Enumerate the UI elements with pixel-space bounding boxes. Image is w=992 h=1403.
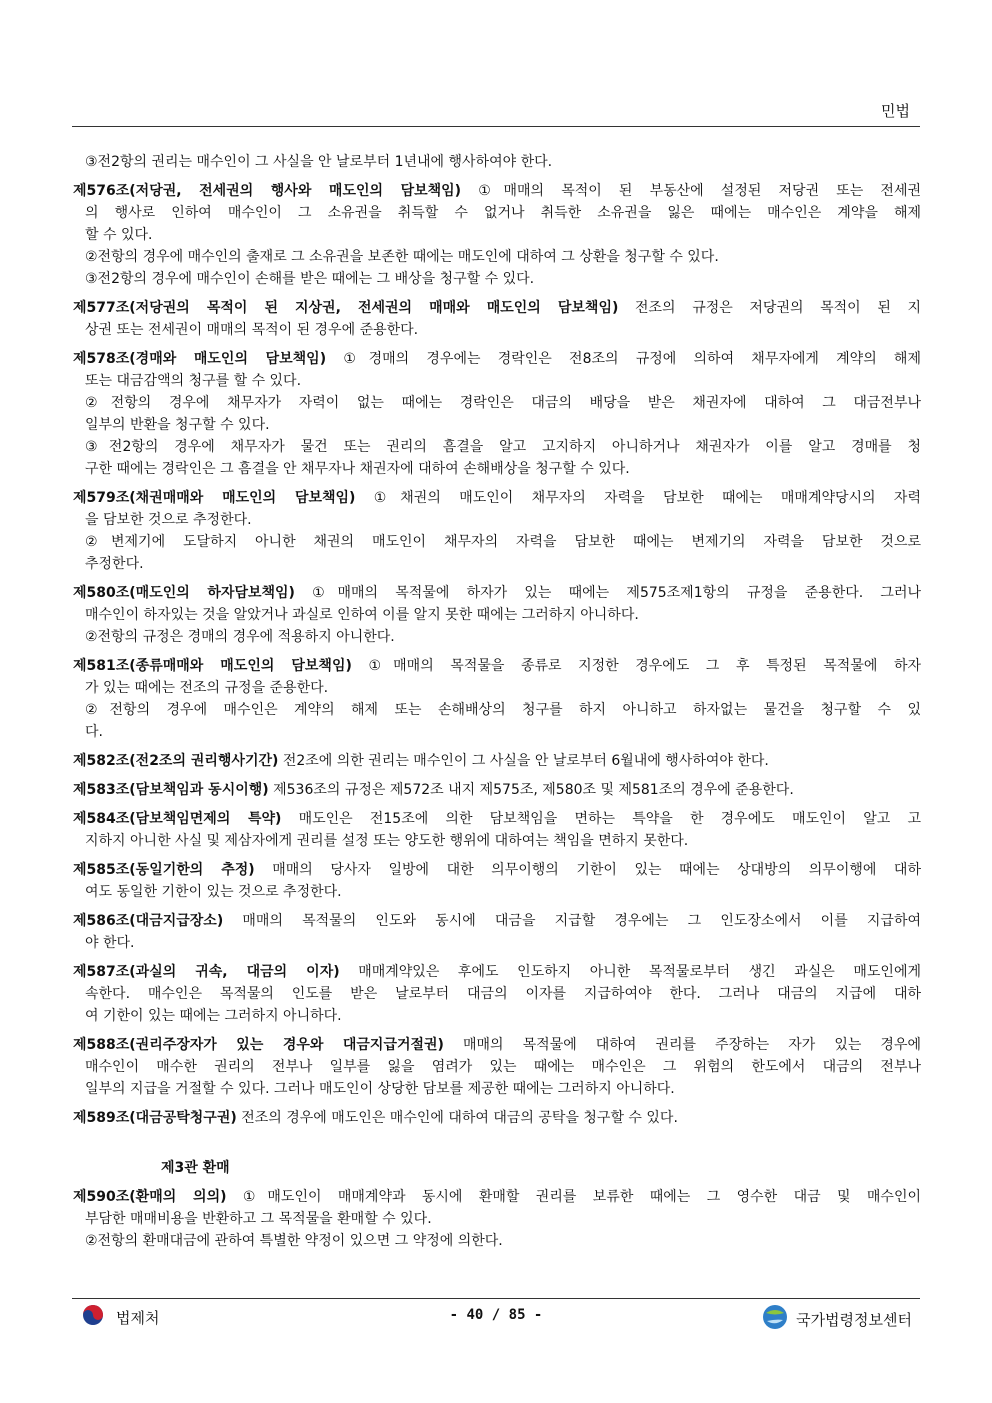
footer-left-label: 법제처: [116, 1308, 160, 1327]
article-text: 전조의 규정은 저당권의 목적이 된 지: [618, 300, 921, 316]
paragraph-spacer: [73, 575, 921, 582]
article-text-line: [73, 392, 921, 414]
article-heading: 제576조(저당권, 전세권의 행사와 매도인의 담보책임): [73, 183, 462, 199]
article-first-line: [73, 859, 921, 881]
document-body: [73, 151, 921, 1252]
article-first-line: [73, 1107, 921, 1129]
paragraph-spacer: [73, 954, 921, 961]
paragraph-spacer: [73, 1179, 921, 1186]
article-text-line: [73, 319, 921, 341]
article-text-line: [73, 509, 921, 531]
article-text-line: [73, 246, 921, 268]
article-text-line: [73, 531, 921, 553]
article-heading: 제582조(전2조의 권리행사기간): [73, 753, 279, 769]
article-text-line: [73, 202, 921, 224]
article-text-line: [73, 699, 921, 721]
article-first-line: [73, 582, 921, 604]
article-text: 매매의 목적물에 대하여 권리를 주장하는 자가 있는 경우에: [443, 1037, 921, 1053]
article-text: 전2조에 의한 권리는 매수인이 그 사실을 안 날로부터 6월내에 행사하여야 한다.: [278, 753, 769, 769]
article-text-line: [73, 932, 921, 954]
article-heading: 제583조(담보책임과 동시이행): [73, 782, 269, 798]
page-number: - 40 / 85 -: [449, 1307, 543, 1323]
article-text-line: [73, 268, 921, 290]
article-text-line: [73, 983, 921, 1005]
article-text: 전조의 경우에 매도인은 매수인에 대하여 대금의 공탁을 청구할 수 있다.: [236, 1110, 678, 1126]
article-heading: 제580조(매도인의 하자담보책임): [73, 585, 295, 601]
article-text: ③전2항의 권리는 매수인이 그 사실을 안 날로부터 1년내에 행사하여야 한다.: [85, 154, 553, 170]
article-text: 매매의 당사자 일방에 대한 의무이행의 기한이 있는 때에는 상대방의 의무이행에 대하: [254, 862, 921, 878]
article-first-line: [73, 750, 921, 772]
article-heading: 제587조(과실의 귀속, 대금의 이자): [73, 964, 340, 980]
header-divider: [72, 126, 920, 127]
article-first-line: [73, 297, 921, 319]
article-heading: 제586조(대금지급장소): [73, 913, 224, 929]
article-first-line: [73, 1034, 921, 1056]
article-text: 속한다. 매수인은 목적물의 인도를 받은 날로부터 대금의 이자를 지급하여야 한다. 그러나 대금의 지급에 대하: [85, 986, 921, 1002]
paragraph-spacer: [73, 1027, 921, 1034]
article-text-line: [73, 721, 921, 743]
article-text: ③전2항의 경우에 채무자가 물건 또는 권리의 흠결을 알고 고지하지 아니하거나 채권자가 이를 알고 경매를 청: [85, 439, 921, 455]
article-text: ②전항의 환매대금에 관하여 특별한 약정이 있으면 그 약정에 의한다.: [85, 1233, 503, 1249]
article-heading: 제584조(담보책임면제의 특약): [73, 811, 282, 827]
article-text: 일부의 지급을 거절할 수 있다. 그러나 매도인이 상당한 담보를 제공한 때에는 그러하지 아니하다.: [85, 1081, 675, 1097]
article-text: ①매매의 목적물에 하자가 있는 때에는 제575조제1항의 규정을 준용한다. 그러나: [294, 585, 921, 601]
paragraph-spacer: [73, 801, 921, 808]
article-first-line: [73, 910, 921, 932]
paragraph-spacer: [73, 341, 921, 348]
article-heading: 제589조(대금공탁청구권): [73, 1110, 237, 1126]
article-text-line: [73, 553, 921, 575]
article-text: ①매매의 목적이 된 부동산에 설정된 저당권 또는 전세권: [461, 183, 921, 199]
article-text: 추정한다.: [85, 556, 144, 572]
article-text: 매수인이 하자있는 것을 알았거나 과실로 인하여 이를 알지 못한 때에는 그러하지 아니하다.: [85, 607, 639, 623]
article-text: 일부의 반환을 청구할 수 있다.: [85, 417, 270, 433]
article-text: 상권 또는 전세권이 매매의 목적이 된 경우에 준용한다.: [85, 322, 419, 338]
article-text-line: [73, 458, 921, 480]
footer-right-label: 국가법령정보센터: [796, 1310, 912, 1329]
paragraph-spacer: [73, 1100, 921, 1107]
article-text: 다.: [85, 724, 103, 740]
footer-divider: [72, 1298, 920, 1299]
article-text: ①매매의 목적물을 종류로 지정한 경우에도 그 후 특정된 목적물에 하자: [351, 658, 921, 674]
document-title: 민법: [881, 102, 910, 120]
article-heading: 제590조(환매의 의의): [73, 1189, 227, 1205]
article-text-line: [73, 626, 921, 648]
article-text: 매수인이 매수한 권리의 전부나 일부를 잃을 염려가 있는 때에는 매수인은 그 위험의 한도에서 대금의 전부나: [85, 1059, 921, 1075]
article-text: 제536조의 규정은 제572조 내지 제575조, 제580조 및 제581조의 경우에 준용한다.: [268, 782, 794, 798]
article-heading: 제577조(저당권의 목적이 된 지상권, 전세권의 매매와 매도인의 담보책임): [73, 300, 619, 316]
article-first-line: [73, 961, 921, 983]
article-text: 매도인은 전15조에 의한 담보책임을 면하는 특약을 한 경우에도 매도인이 알고 고: [281, 811, 921, 827]
article-first-line: [73, 779, 921, 801]
section-spacer: [73, 1129, 921, 1157]
article-text: 지하지 아니한 사실 및 제삼자에게 권리를 설정 또는 양도한 행위에 대하여는 책임을 면하지 못한다.: [85, 833, 689, 849]
article-text-line: [73, 881, 921, 903]
article-text: 야 한다.: [85, 935, 135, 951]
paragraph-spacer: [73, 173, 921, 180]
article-text: 을 담보한 것으로 추정한다.: [85, 512, 252, 528]
article-text: 매매계약있은 후에도 인도하지 아니한 목적물로부터 생긴 과실은 매도인에게: [339, 964, 921, 980]
paragraph-spacer: [73, 480, 921, 487]
article-text: ②전항의 경우에 채무자가 자력이 없는 때에는 경락인은 대금의 배당을 받은 채권자에 대하여 그 대금전부나: [85, 395, 921, 411]
article-text: ②전항의 경우에 매수인은 계약의 해제 또는 손해배상의 청구를 하지 아니하고 하자없는 물건을 청구할 수 있: [85, 702, 921, 718]
article-text-line: [73, 1056, 921, 1078]
article-text-line: [73, 1078, 921, 1100]
article-first-line: [73, 655, 921, 677]
article-text: ②변제기에 도달하지 아니한 채권의 매도인이 채무자의 자력을 담보한 때에는 변제기의 자력을 담보한 것으로: [85, 534, 921, 550]
article-text: ②전항의 규정은 경매의 경우에 적용하지 아니한다.: [85, 629, 395, 645]
article-heading: 제578조(경매와 매도인의 담보책임): [73, 351, 327, 367]
article-first-line: [73, 808, 921, 830]
paragraph-spacer: [73, 772, 921, 779]
article-text-line: [73, 436, 921, 458]
article-first-line: [73, 487, 921, 509]
article-text-line: [73, 1208, 921, 1230]
article-text: ②전항의 경우에 매수인의 출재로 그 소유권을 보존한 때에는 매도인에 대하여 그 상환을 청구할 수 있다.: [85, 249, 719, 265]
article-text: ①채권의 매도인이 채무자의 자력을 담보한 때에는 매매계약당시의 자력: [355, 490, 921, 506]
article-text: 또는 대금감액의 청구를 할 수 있다.: [85, 373, 302, 389]
article-text-line: [73, 604, 921, 626]
article-first-line: [73, 180, 921, 202]
paragraph-spacer: [73, 648, 921, 655]
article-text: ③전2항의 경우에 매수인이 손해를 받은 때에는 그 배상을 청구할 수 있다.: [85, 271, 535, 287]
article-text-line: [73, 1005, 921, 1027]
article-first-line: [73, 1186, 921, 1208]
globe-logo-icon: [762, 1304, 788, 1334]
article-text-line: [73, 370, 921, 392]
article-heading: 제579조(채권매매와 매도인의 담보책임): [73, 490, 356, 506]
article-text: 구한 때에는 경락인은 그 흠결을 안 채무자나 채권자에 대하여 손해배상을 청구할 수 있다.: [85, 461, 630, 477]
article-text-line: [73, 830, 921, 852]
article-heading: 제581조(종류매매와 매도인의 담보책임): [73, 658, 352, 674]
article-text: 가 있는 때에는 전조의 규정을 준용한다.: [85, 680, 329, 696]
article-text: 매매의 목적물의 인도와 동시에 대금을 지급할 경우에는 그 인도장소에서 이를 지급하여: [223, 913, 921, 929]
footer-right: [762, 1304, 912, 1334]
paragraph-spacer: [73, 903, 921, 910]
article-text: ①경매의 경우에는 경락인은 전8조의 규정에 의하여 채무자에게 계약의 해제: [326, 351, 921, 367]
article-text: 할 수 있다.: [85, 227, 153, 243]
article-text-line: [73, 224, 921, 246]
paragraph-spacer: [73, 852, 921, 859]
article-text-line: [73, 1230, 921, 1252]
paragraph-spacer: [73, 743, 921, 750]
article-text-line: [73, 677, 921, 699]
article-text-line: [73, 151, 921, 173]
article-text: 여 기한이 있는 때에는 그러하지 아니하다.: [85, 1008, 342, 1024]
article-text: 부담한 매매비용을 반환하고 그 목적물을 환매할 수 있다.: [85, 1211, 432, 1227]
paragraph-spacer: [73, 290, 921, 297]
section-heading: 제3관 환매: [161, 1160, 230, 1176]
article-text: 의 행사로 인하여 매수인이 그 소유권을 취득할 수 없거나 취득한 소유권을 잃은 때에는 매수인은 계약을 해제: [85, 205, 921, 221]
article-first-line: [73, 348, 921, 370]
article-heading: 제585조(동일기한의 추정): [73, 862, 255, 878]
article-text: 여도 동일한 기한이 있는 것으로 추정한다.: [85, 884, 342, 900]
article-text-line: [73, 414, 921, 436]
article-text: ①매도인이 매매계약과 동시에 환매할 권리를 보류한 때에는 그 영수한 대금 및 매수인이: [226, 1189, 921, 1205]
article-heading: 제588조(권리주장자가 있는 경우와 대금지급거절권): [73, 1037, 444, 1053]
